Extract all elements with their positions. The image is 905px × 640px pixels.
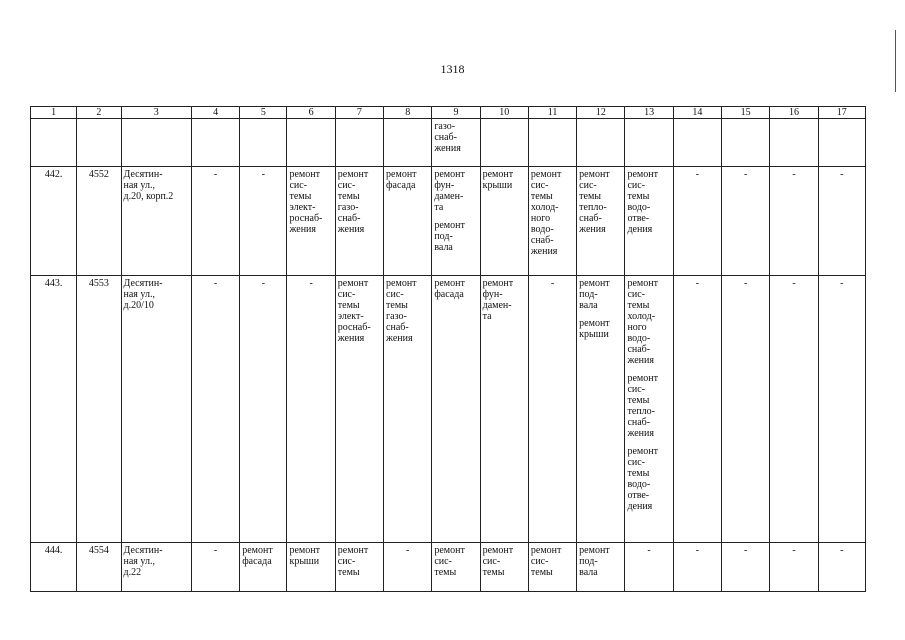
work-entry: ремонт фасада bbox=[386, 169, 417, 191]
work-cell bbox=[432, 543, 480, 592]
column-header: 11 bbox=[528, 107, 576, 119]
table-cell bbox=[673, 119, 721, 167]
work-cell bbox=[432, 276, 480, 543]
table-cell bbox=[287, 119, 335, 167]
column-header: 14 bbox=[673, 107, 721, 119]
dash-cell: - bbox=[818, 543, 865, 592]
address-cell bbox=[121, 543, 191, 592]
work-cell bbox=[384, 167, 432, 276]
object-code-cell: 4554 bbox=[77, 543, 121, 592]
repair-schedule-table bbox=[30, 106, 866, 592]
table-cell bbox=[480, 119, 528, 167]
work-cell bbox=[480, 543, 528, 592]
work-entry: ремонт сис- темы bbox=[434, 545, 465, 578]
table-cell bbox=[31, 119, 77, 167]
address-cell bbox=[121, 167, 191, 276]
work-cell bbox=[384, 276, 432, 543]
column-header: 5 bbox=[240, 107, 287, 119]
dash-cell: - bbox=[673, 167, 721, 276]
dash-cell: - bbox=[191, 276, 239, 543]
continuation-row bbox=[31, 119, 866, 167]
work-entry: ремонт под- вала bbox=[579, 545, 610, 578]
address-text: Десятин- ная ул., д.20/10 bbox=[123, 278, 163, 311]
work-cell bbox=[335, 276, 383, 543]
work-cell bbox=[577, 167, 625, 276]
table-cell bbox=[191, 119, 239, 167]
work-cell bbox=[335, 167, 383, 276]
column-header: 7 bbox=[335, 107, 383, 119]
work-cell bbox=[625, 276, 673, 543]
work-cell bbox=[287, 167, 335, 276]
work-cell bbox=[480, 276, 528, 543]
table-cell bbox=[432, 119, 480, 167]
dash-cell: - bbox=[818, 167, 865, 276]
column-header: 17 bbox=[818, 107, 865, 119]
work-entry: ремонт сис- темы тепло- снаб- жения bbox=[627, 373, 658, 439]
column-header: 16 bbox=[770, 107, 818, 119]
column-header: 4 bbox=[191, 107, 239, 119]
work-entry: ремонт крыши bbox=[482, 169, 514, 191]
work-entry: ремонт сис- темы тепло- снаб- жения bbox=[579, 169, 610, 235]
row-number-cell: 444. bbox=[31, 543, 77, 592]
work-entry: ремонт под- вала bbox=[579, 278, 610, 311]
column-header: 2 bbox=[77, 107, 121, 119]
table-cell bbox=[770, 119, 818, 167]
table-row bbox=[31, 276, 866, 543]
work-cell bbox=[577, 276, 625, 543]
table-cell bbox=[335, 119, 383, 167]
table-row bbox=[31, 167, 866, 276]
dash-cell: - bbox=[191, 543, 239, 592]
column-header: 6 bbox=[287, 107, 335, 119]
dash-cell: - bbox=[625, 543, 673, 592]
column-header: 1 bbox=[31, 107, 77, 119]
dash-cell: - bbox=[770, 543, 818, 592]
work-entry: ремонт крыши bbox=[289, 545, 320, 567]
work-cell bbox=[577, 543, 625, 592]
dash-cell: - bbox=[673, 276, 721, 543]
table-cell bbox=[240, 119, 287, 167]
work-entry: ремонт сис- темы элект- роснаб- жения bbox=[337, 278, 371, 344]
work-entry: ремонт сис- темы холод- ного водо- снаб- жения bbox=[530, 169, 562, 257]
row-number-cell: 443. bbox=[31, 276, 77, 543]
work-cell bbox=[625, 167, 673, 276]
work-cell bbox=[432, 167, 480, 276]
row-number-cell: 442. bbox=[31, 167, 77, 276]
dash-cell: - bbox=[384, 543, 432, 592]
address-text: Десятин- ная ул., д.22 bbox=[123, 545, 163, 578]
table-cell bbox=[77, 119, 121, 167]
work-cell bbox=[287, 543, 335, 592]
work-entry: ремонт сис- темы холод- ного водо- снаб- жения bbox=[627, 278, 658, 366]
work-entry: ремонт фасада bbox=[434, 278, 465, 300]
dash-cell: - bbox=[722, 167, 770, 276]
work-entry: ремонт сис- темы газо- снаб- жения bbox=[337, 169, 369, 235]
dash-cell: - bbox=[240, 167, 287, 276]
column-number-row bbox=[31, 107, 866, 119]
work-cell bbox=[528, 543, 576, 592]
table-row bbox=[31, 543, 866, 592]
dash-cell: - bbox=[722, 276, 770, 543]
dash-cell: - bbox=[287, 276, 335, 543]
dash-cell: - bbox=[240, 276, 287, 543]
work-entry: ремонт фун- дамен- та bbox=[434, 169, 465, 213]
work-entry: ремонт сис- темы элект- роснаб- жения bbox=[289, 169, 323, 235]
dash-cell: - bbox=[722, 543, 770, 592]
work-cell bbox=[528, 167, 576, 276]
table-cell bbox=[818, 119, 865, 167]
dash-cell: - bbox=[818, 276, 865, 543]
work-cell bbox=[335, 543, 383, 592]
work-entry: газо- снаб- жения bbox=[434, 121, 461, 154]
work-cell bbox=[240, 543, 287, 592]
table-body bbox=[31, 107, 866, 592]
address-cell bbox=[121, 276, 191, 543]
column-header: 13 bbox=[625, 107, 673, 119]
dash-cell: - bbox=[191, 167, 239, 276]
dash-cell: - bbox=[528, 276, 576, 543]
work-entry: ремонт сис- темы bbox=[337, 545, 369, 578]
column-header: 15 bbox=[722, 107, 770, 119]
work-entry: ремонт сис- темы bbox=[482, 545, 514, 578]
table-cell bbox=[625, 119, 673, 167]
dash-cell: - bbox=[673, 543, 721, 592]
work-entry: ремонт сис- темы bbox=[530, 545, 562, 578]
work-entry: ремонт сис- темы водо- отве- дения bbox=[627, 446, 658, 512]
dash-cell: - bbox=[770, 276, 818, 543]
column-header: 12 bbox=[577, 107, 625, 119]
work-entry: ремонт фун- дамен- та bbox=[482, 278, 514, 322]
table-cell bbox=[121, 119, 191, 167]
table-cell bbox=[528, 119, 576, 167]
page-edge-line bbox=[895, 30, 896, 92]
work-entry: ремонт сис- темы водо- отве- дения bbox=[627, 169, 658, 235]
dash-cell: - bbox=[770, 167, 818, 276]
object-code-cell: 4553 bbox=[77, 276, 121, 543]
work-entry: ремонт под- вала bbox=[434, 220, 465, 253]
table-cell bbox=[722, 119, 770, 167]
column-header: 3 bbox=[121, 107, 191, 119]
table-cell bbox=[384, 119, 432, 167]
object-code-cell: 4552 bbox=[77, 167, 121, 276]
column-header: 10 bbox=[480, 107, 528, 119]
work-entry: ремонт сис- темы газо- снаб- жения bbox=[386, 278, 417, 344]
column-header: 8 bbox=[384, 107, 432, 119]
column-header: 9 bbox=[432, 107, 480, 119]
table-cell bbox=[577, 119, 625, 167]
page-number: 1318 bbox=[440, 62, 465, 76]
work-entry: ремонт крыши bbox=[579, 318, 610, 340]
work-entry: ремонт фасада bbox=[242, 545, 273, 567]
work-cell bbox=[480, 167, 528, 276]
address-text: Десятин- ная ул., д.20, корп.2 bbox=[123, 169, 174, 202]
